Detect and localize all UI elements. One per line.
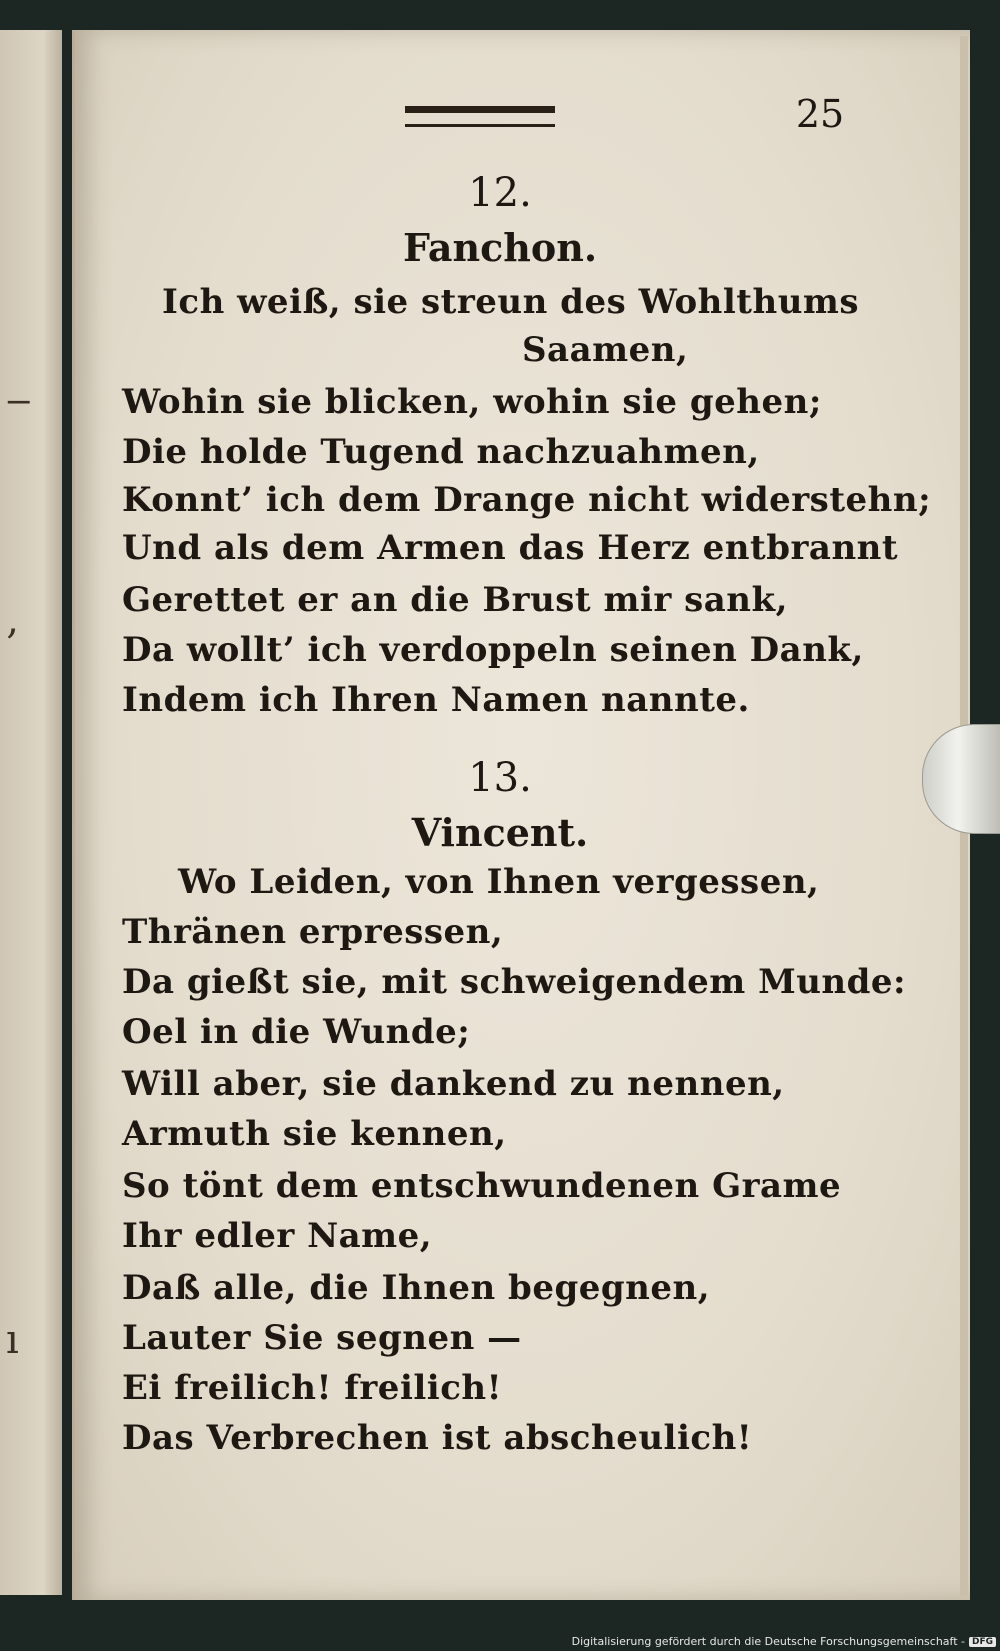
poem-number: 12. — [468, 170, 532, 216]
poem-line: Oel in die Wunde; — [122, 1012, 471, 1052]
poem-line: So tönt dem entschwundenen Grame — [122, 1166, 842, 1206]
poem-line: Gerettet er an die Brust mir sank, — [122, 580, 788, 620]
credit-text: Digitalisierung gefördert durch die Deutsche Forschungsgemeinschaft - — [571, 1635, 965, 1648]
page-number: 25 — [795, 92, 845, 136]
poem-line: Ei freilich! freilich! — [122, 1368, 503, 1408]
poem-title: Vincent. — [411, 810, 589, 855]
poem-line: Saamen, — [522, 330, 689, 370]
dfg-logo: DFG — [969, 1637, 996, 1647]
poem-line: Da gießt sie, mit schweigendem Munde: — [122, 962, 907, 1002]
poem-line: Thränen erpressen, — [122, 912, 504, 952]
poem-line: Will aber, sie dankend zu nennen, — [122, 1064, 785, 1104]
poem-line: Indem ich Ihren Namen nannte. — [122, 680, 750, 720]
poem-line: Daß alle, die Ihnen begegnen, — [122, 1268, 711, 1308]
poem-line: Wo Leiden, von Ihnen vergessen, — [178, 862, 820, 902]
poem-number: 13. — [468, 755, 532, 801]
header-rule — [405, 106, 555, 113]
poem-line: Ihr edler Name, — [122, 1216, 433, 1256]
poem-line: Ich weiß, sie streun des Wohlthums — [162, 282, 860, 322]
left-page-mark: ‒ — [6, 377, 32, 423]
poem-title: Fanchon. — [402, 225, 598, 270]
poem-line: Konnt’ ich dem Drange nicht widerstehn; — [122, 480, 932, 520]
poem-line: Armuth sie kennen, — [122, 1114, 507, 1154]
header-rule — [405, 124, 555, 127]
left-page-mark: ‚ — [6, 597, 19, 643]
poem-line: Die holde Tugend nachzuahmen, — [122, 432, 760, 472]
poem-line: Lauter Sie segnen — — [122, 1318, 522, 1358]
left-page-mark: ı — [6, 1317, 19, 1363]
poem-line: Da wollt’ ich verdoppeln seinen Dank, — [122, 630, 864, 670]
poem-line: Und als dem Armen das Herz entbrannt — [122, 528, 899, 568]
poem-line: Das Verbrechen ist abscheulich! — [122, 1418, 753, 1458]
poem-line: Wohin sie blicken, wohin sie gehen; — [122, 382, 822, 422]
digitization-credit — [572, 1635, 996, 1648]
